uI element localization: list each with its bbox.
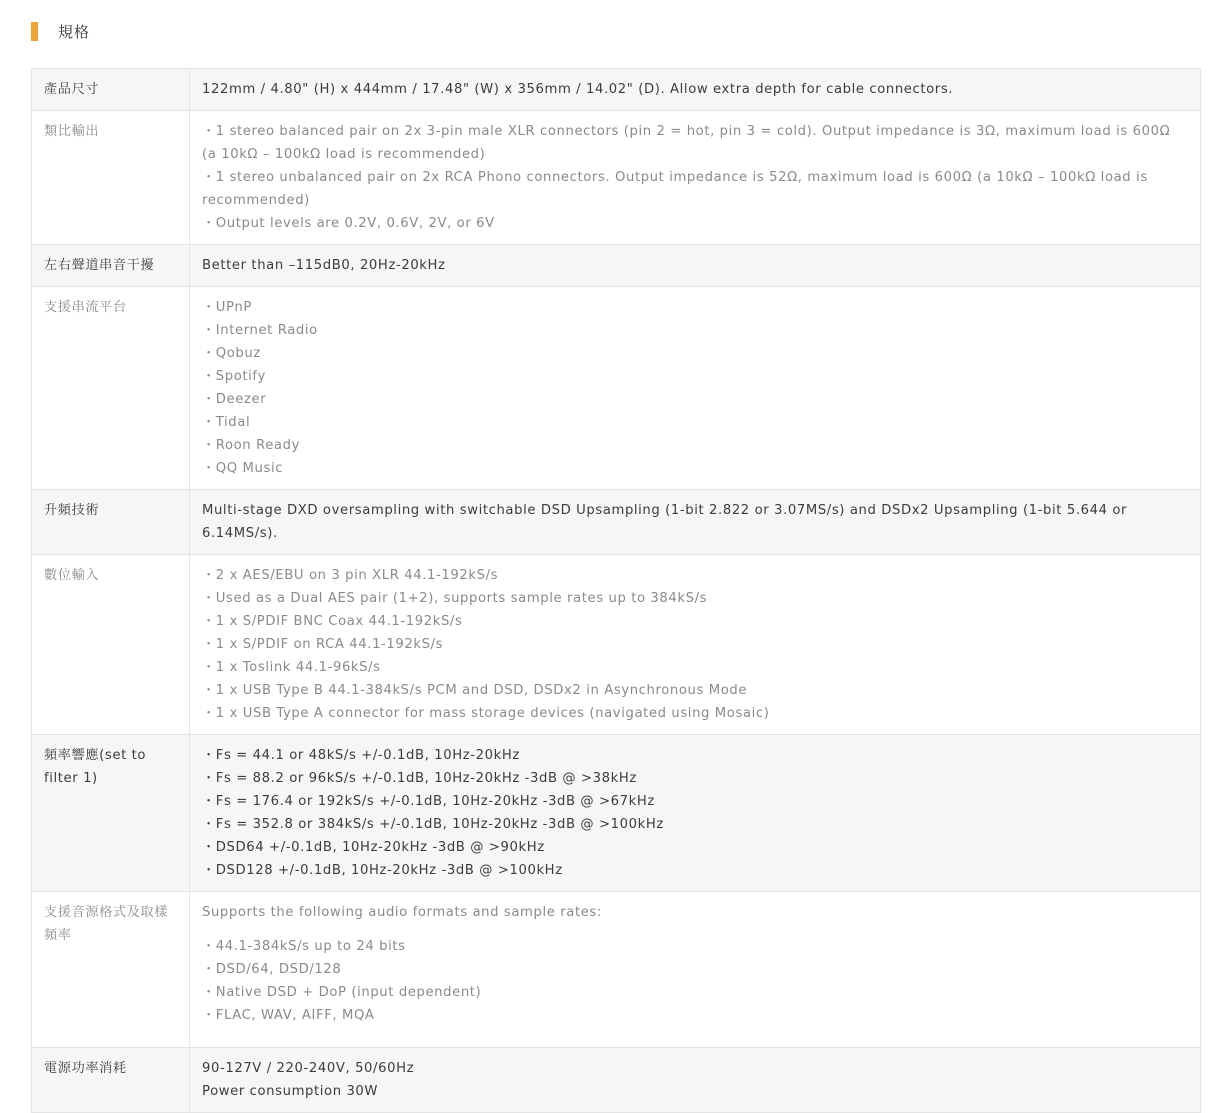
spec-line: ・Deezer	[202, 392, 267, 407]
spec-line: ・1 x USB Type B 44.1-384kS/s PCM and DSD, DSDx2 in Asynchronous Mode	[202, 683, 748, 698]
spec-line: 90-127V / 220-240V, 50/60Hz	[202, 1061, 415, 1076]
spec-line: ・Fs = 44.1 or 48kS/s +/-0.1dB, 10Hz-20kHz	[202, 748, 520, 763]
spec-row-analog-output	[32, 111, 1201, 245]
spec-line: ・Output levels are 0.2V, 0.6V, 2V, or 6V	[202, 216, 495, 231]
spec-line: ・FLAC, WAV, AIFF, MQA	[202, 1008, 375, 1023]
spec-row-digital-inputs	[32, 555, 1201, 735]
spec-line: Better than –115dB0, 20Hz-20kHz	[202, 258, 446, 273]
paragraph-gap	[202, 924, 1188, 935]
spec-label: 電源功率消耗	[32, 1048, 190, 1113]
spec-label: 升頻技術	[32, 490, 190, 555]
spec-line: ・UPnP	[202, 300, 252, 315]
spec-line: ・Fs = 88.2 or 96kS/s +/-0.1dB, 10Hz-20kHz -3dB @ >38kHz	[202, 771, 637, 786]
spec-line: ・Spotify	[202, 369, 266, 384]
spec-row-dimensions	[32, 69, 1201, 111]
spec-line: ・2 x AES/EBU on 3 pin XLR 44.1-192kS/s	[202, 568, 499, 583]
spec-line: ・1 stereo balanced pair on 2x 3-pin male XLR connectors (pin 2 = hot, pin 3 = cold). Output impedance is 3Ω, maximum load is 600Ω (a 10kΩ – 100kΩ load is recommended)	[202, 124, 1171, 162]
spec-line: ・1 stereo unbalanced pair on 2x RCA Phono connectors. Output impedance is 52Ω, maximum load is 600Ω (a 10kΩ – 100kΩ load is recommended)	[202, 170, 1148, 208]
spec-value	[190, 892, 1201, 1048]
spec-label: 左右聲道串音干擾	[32, 245, 190, 287]
spec-value	[190, 245, 1201, 287]
spec-row-audio-formats	[32, 892, 1201, 1048]
spec-line: ・44.1-384kS/s up to 24 bits	[202, 939, 406, 954]
spec-line: ・QQ Music	[202, 461, 284, 476]
spec-value	[190, 735, 1201, 892]
spec-line: ・1 x USB Type A connector for mass storage devices (navigated using Mosaic)	[202, 706, 770, 721]
paragraph-gap	[202, 1027, 1188, 1038]
spec-line: ・1 x S/PDIF on RCA 44.1-192kS/s	[202, 637, 444, 652]
spec-value	[190, 490, 1201, 555]
spec-line: Multi-stage DXD oversampling with switchable DSD Upsampling (1-bit 2.822 or 3.07MS/s) and DSDx2 Upsampling (1-bit 5.644 or 6.14MS/s).	[202, 503, 1128, 541]
spec-value	[190, 1048, 1201, 1113]
spec-line: ・Native DSD + DoP (input dependent)	[202, 985, 482, 1000]
spec-row-upsampling	[32, 490, 1201, 555]
spec-line: 122mm / 4.80" (H) x 444mm / 17.48" (W) x 356mm / 14.02" (D). Allow extra depth for cable connectors.	[202, 82, 954, 97]
spec-line: ・Fs = 176.4 or 192kS/s +/-0.1dB, 10Hz-20kHz -3dB @ >67kHz	[202, 794, 655, 809]
spec-value	[190, 69, 1201, 111]
spec-line: ・Qobuz	[202, 346, 261, 361]
spec-table	[31, 68, 1201, 1113]
spec-value	[190, 555, 1201, 735]
spec-label: 支援音源格式及取樣頻率	[32, 892, 190, 1048]
section-title: 規格	[58, 22, 91, 41]
spec-row-streaming-platforms	[32, 287, 1201, 490]
spec-row-power	[32, 1048, 1201, 1113]
spec-intro: Supports the following audio formats and sample rates:	[202, 905, 602, 920]
spec-line: ・Fs = 352.8 or 384kS/s +/-0.1dB, 10Hz-20kHz -3dB @ >100kHz	[202, 817, 664, 832]
spec-value	[190, 287, 1201, 490]
spec-label: 類比輸出	[32, 111, 190, 245]
spec-line: ・Used as a Dual AES pair (1+2), supports sample rates up to 384kS/s	[202, 591, 708, 606]
spec-line: ・Tidal	[202, 415, 251, 430]
spec-line: ・Internet Radio	[202, 323, 318, 338]
spec-label: 支援串流平台	[32, 287, 190, 490]
spec-row-crosstalk	[32, 245, 1201, 287]
heading-accent-bar	[31, 22, 38, 41]
spec-value	[190, 111, 1201, 245]
spec-label: 產品尺寸	[32, 69, 190, 111]
section-heading	[31, 21, 90, 41]
spec-line: ・DSD/64, DSD/128	[202, 962, 342, 977]
spec-line: ・DSD64 +/-0.1dB, 10Hz-20kHz -3dB @ >90kHz	[202, 840, 545, 855]
spec-line: ・DSD128 +/-0.1dB, 10Hz-20kHz -3dB @ >100kHz	[202, 863, 563, 878]
spec-label: 數位輸入	[32, 555, 190, 735]
spec-line: ・Roon Ready	[202, 438, 300, 453]
spec-line: Power consumption 30W	[202, 1084, 379, 1099]
spec-line: ・1 x Toslink 44.1-96kS/s	[202, 660, 381, 675]
spec-row-frequency-response	[32, 735, 1201, 892]
spec-label: 頻率響應(set to filter 1)	[32, 735, 190, 892]
spec-line: ・1 x S/PDIF BNC Coax 44.1-192kS/s	[202, 614, 463, 629]
